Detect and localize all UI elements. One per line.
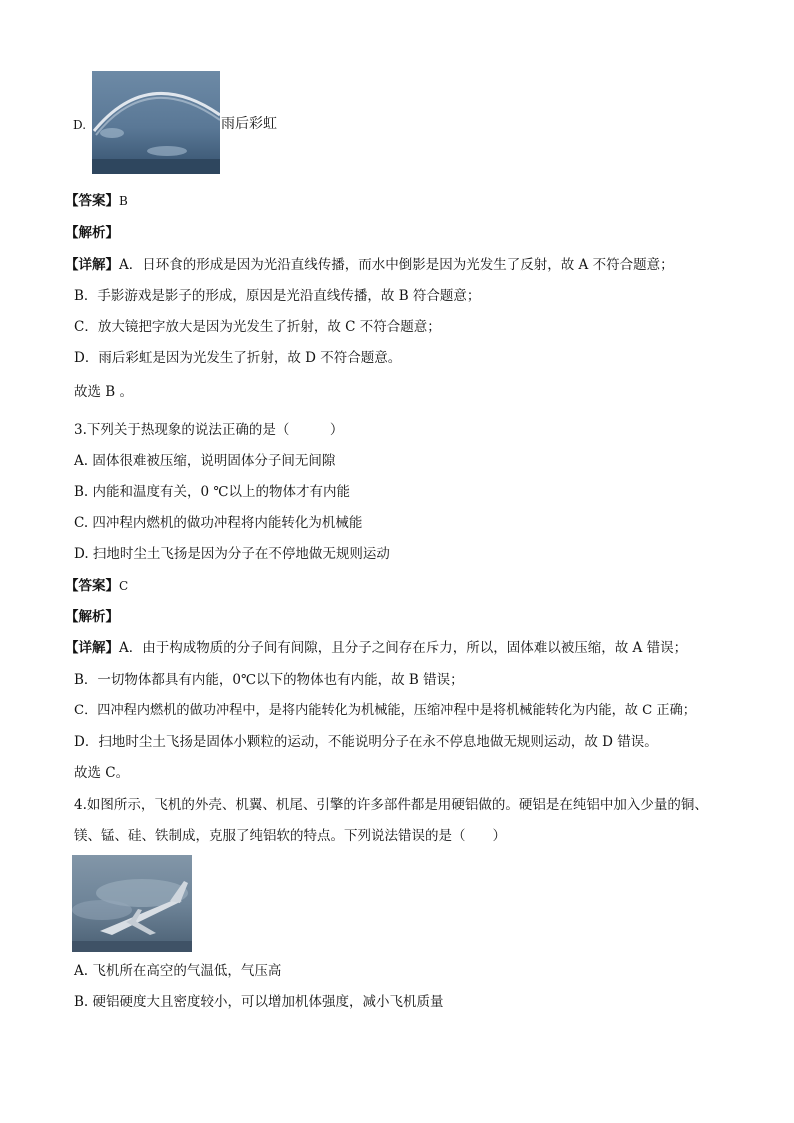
- answer-tag: 【答案】: [65, 193, 119, 209]
- rainbow-photo-graphic: [92, 71, 220, 174]
- q3-detail-line-b: B．一切物体都具有内能，0℃以下的物体也有内能，故 B 错误；: [74, 672, 464, 688]
- q3-stem: 3.下列关于热现象的说法正确的是（ ）: [74, 422, 344, 438]
- q3-option-d: D. 扫地时尘土飞扬是因为分子在不停地做无规则运动: [74, 546, 390, 562]
- detail-text: A．日环食的形成是因为光沿直线传播，而水中倒影是因为光发生了反射，故 A 不符合题意；: [119, 257, 674, 273]
- q2-option-d-letter: D.: [73, 118, 87, 132]
- q3-option-a: A. 固体很难被压缩，说明固体分子间无间隙: [74, 453, 336, 469]
- q3-answer-line: [65, 577, 128, 595]
- detail-text: A．由于构成物质的分子间有间隙，且分子之间存在斥力，所以，固体难以被压缩，故 A 错误；: [119, 640, 688, 656]
- q4-option-b: B. 硬铝硬度大且密度较小，可以增加机体强度，减小飞机质量: [74, 994, 444, 1010]
- analysis-tag: 【解析】: [65, 609, 119, 625]
- answer-value: B: [119, 194, 128, 208]
- q2-detail-line-b: B．手影游戏是影子的形成，原因是光沿直线传播，故 B 符合题意；: [74, 288, 481, 304]
- q4-option-a: A. 飞机所在高空的气温低，气压高: [74, 963, 282, 979]
- q4-stem-line2: 镁、锰、硅、铁制成，克服了纯铝软的特点。下列说法错误的是（ ）: [74, 828, 506, 844]
- airplane-photo: [72, 855, 192, 952]
- q2-detail-line-c: C．放大镜把字放大是因为光发生了折射，故 C 不符合题意；: [74, 319, 441, 335]
- q4-stem-line1: 4.如图所示，飞机的外壳、机翼、机尾、引擎的许多部件都是用硬铝做的。硬铝是在纯铝中加入少量的铜、: [74, 797, 708, 813]
- detail-tag: 【详解】: [65, 257, 119, 273]
- q3-detail-line-c: C．四冲程内燃机的做功冲程中，是将内能转化为机械能，压缩冲程中是将机械能转化为内能，故 C 正确；: [74, 703, 696, 718]
- q3-conclusion: 故选 C。: [74, 765, 130, 781]
- q3-detail-line-d: D．扫地时尘土飞扬是固体小颗粒的运动，不能说明分子在永不停息地做无规则运动，故 D 错误。: [74, 734, 658, 750]
- q3-option-b: B. 内能和温度有关，0 ℃以上的物体才有内能: [74, 484, 350, 500]
- q2-detail-line-a: [65, 256, 674, 274]
- detail-tag: 【详解】: [65, 640, 119, 656]
- analysis-tag: 【解析】: [65, 225, 119, 241]
- airplane-photo-graphic: [72, 855, 192, 952]
- q3-detail-line-a: [65, 639, 687, 657]
- answer-tag: 【答案】: [65, 578, 119, 594]
- q2-conclusion: 故选 B 。: [74, 384, 134, 400]
- answer-value: C: [119, 579, 129, 593]
- rainbow-photo: [92, 71, 220, 174]
- q2-answer-line: [65, 192, 128, 210]
- q2-detail-line-d: D．雨后彩虹是因为光发生了折射，故 D 不符合题意。: [74, 350, 402, 366]
- q2-option-d-text: 雨后彩虹: [221, 116, 277, 132]
- q3-option-c: C. 四冲程内燃机的做功冲程将内能转化为机械能: [74, 515, 363, 531]
